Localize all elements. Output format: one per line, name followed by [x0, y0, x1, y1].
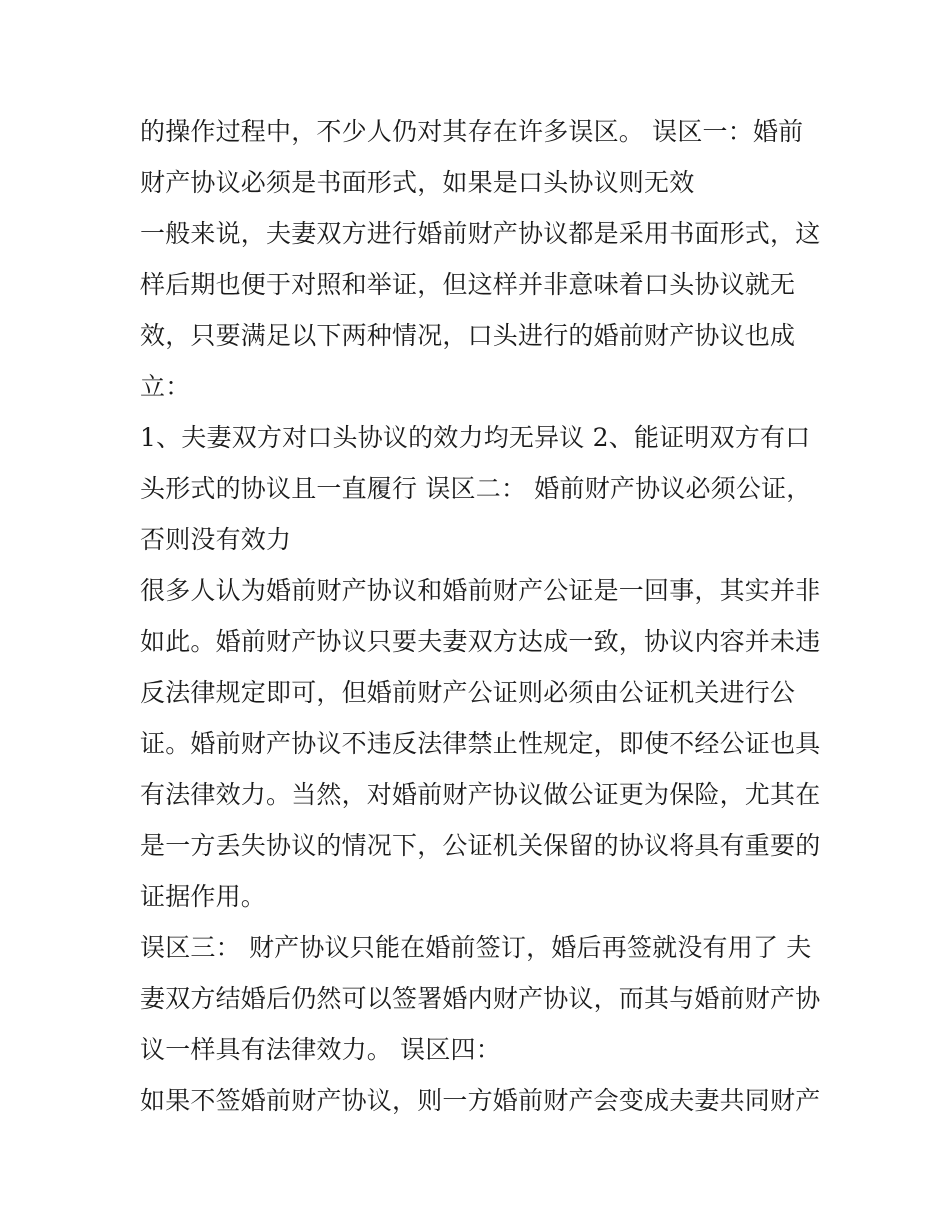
text-line: 样后期也便于对照和举证，但这样并非意味着口头协议就无 — [140, 270, 796, 299]
text-line: 如此。婚前财产协议只要夫妻双方达成一致，协议内容并未违 — [140, 627, 821, 656]
text-line: 头形式的协议且一直履行 误区二： 婚前财产协议必须公证， — [140, 474, 812, 503]
text-line: 财产协议必须是书面形式，如果是口头协议则无效 — [140, 168, 695, 197]
text-line: 如果不签婚前财产协议，则一方婚前财产会变成夫妻共同财产 — [140, 1086, 821, 1115]
document-body-text — [140, 106, 821, 1126]
text-line: 1、夫妻双方对口头协议的效力均无异议 2、能证明双方有口 — [140, 423, 811, 452]
text-line: 有法律效力。当然，对婚前财产协议做公证更为保险，尤其在 — [140, 780, 821, 809]
text-line: 效，只要满足以下两种情况，口头进行的婚前财产协议也成 — [140, 321, 796, 350]
text-line: 议一样具有法律效力。 误区四： — [140, 1035, 501, 1064]
text-line: 反法律规定即可，但婚前财产公证则必须由公证机关进行公 — [140, 678, 796, 707]
text-line: 是一方丢失协议的情况下，公证机关保留的协议将具有重要的 — [140, 831, 821, 860]
text-line: 立： — [140, 372, 191, 401]
text-line: 一般来说，夫妻双方进行婚前财产协议都是采用书面形式，这 — [140, 219, 821, 248]
text-line: 很多人认为婚前财产协议和婚前财产公证是一回事，其实并非 — [140, 576, 821, 605]
text-line: 证。婚前财产协议不违反法律禁止性规定，即使不经公证也具 — [140, 729, 821, 758]
text-line: 证据作用。 — [140, 882, 267, 911]
text-line: 的操作过程中，不少人仍对其存在许多误区。 误区一：婚前 — [140, 117, 804, 146]
text-line: 妻双方结婚后仍然可以签署婚内财产协议，而其与婚前财产协 — [140, 984, 821, 1013]
text-line: 否则没有效力 — [140, 525, 292, 554]
text-line: 误区三： 财产协议只能在婚前签订，婚后再签就没有用了 夫 — [140, 933, 812, 962]
